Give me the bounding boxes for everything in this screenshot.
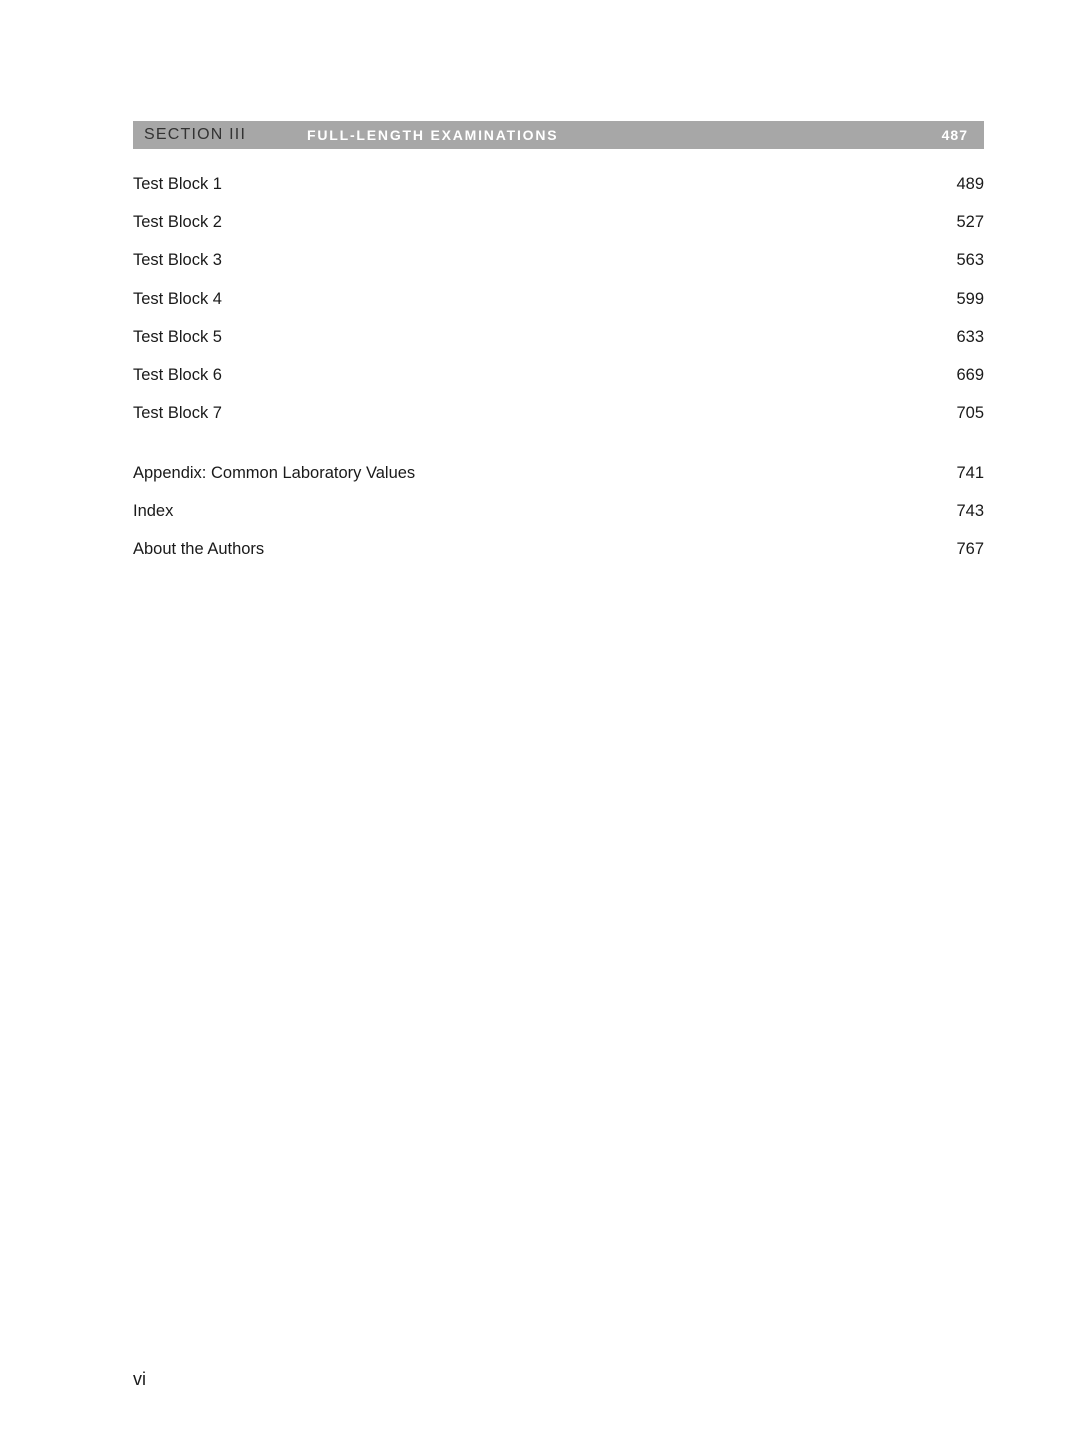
toc-entry-page: 599: [956, 289, 984, 308]
toc-entry-index[interactable]: [133, 497, 984, 535]
toc-back-matter: [133, 459, 984, 574]
toc-entry-title: Test Block 1: [133, 175, 222, 193]
toc-entry-page: 741: [956, 464, 984, 482]
toc-entry-page: 563: [956, 251, 984, 270]
toc-entry-title: Test Block 5: [133, 327, 222, 346]
toc-entry-appendix[interactable]: [133, 459, 984, 497]
toc-entry-about-the-authors[interactable]: [133, 535, 984, 573]
toc-entry-test-block-5[interactable]: [133, 323, 984, 361]
page-folio: vi: [133, 1369, 146, 1389]
toc-entry-page: 669: [956, 365, 984, 384]
toc-entry-page: 489: [956, 175, 984, 193]
toc-entry-test-block-4[interactable]: [133, 285, 984, 323]
section-header-bar: [133, 121, 984, 149]
toc-entry-page: 705: [956, 404, 984, 423]
toc-entry-title: Appendix: Common Laboratory Values: [133, 464, 416, 482]
toc-entry-test-block-6[interactable]: [133, 361, 984, 399]
toc-entry-page: 743: [956, 502, 984, 521]
toc-entry-title: Index: [133, 502, 174, 521]
toc-entry-test-block-7[interactable]: [133, 399, 984, 437]
toc-entry-title: Test Block 2: [133, 213, 222, 232]
toc-entry-title: Test Block 3: [133, 251, 222, 270]
toc-entry-test-block-3[interactable]: [133, 246, 984, 284]
toc-entries: [133, 170, 984, 437]
toc-entry-title: About the Authors: [133, 540, 265, 559]
section-label: SECTION III: [144, 126, 247, 143]
toc-entry-title: Test Block 7: [133, 404, 222, 423]
section-page-number: 487: [941, 127, 968, 143]
toc-entry-title: Test Block 6: [133, 365, 222, 384]
section-title[interactable]: FULL-LENGTH EXAMINATIONS: [307, 127, 559, 143]
toc-entry-page: 633: [956, 327, 984, 346]
toc-entry-page: 767: [956, 540, 984, 559]
toc-entry-test-block-1[interactable]: [133, 170, 984, 208]
toc-entry-test-block-2[interactable]: [133, 208, 984, 246]
toc-entry-title: Test Block 4: [133, 289, 222, 308]
toc-entry-page: 527: [956, 213, 984, 232]
